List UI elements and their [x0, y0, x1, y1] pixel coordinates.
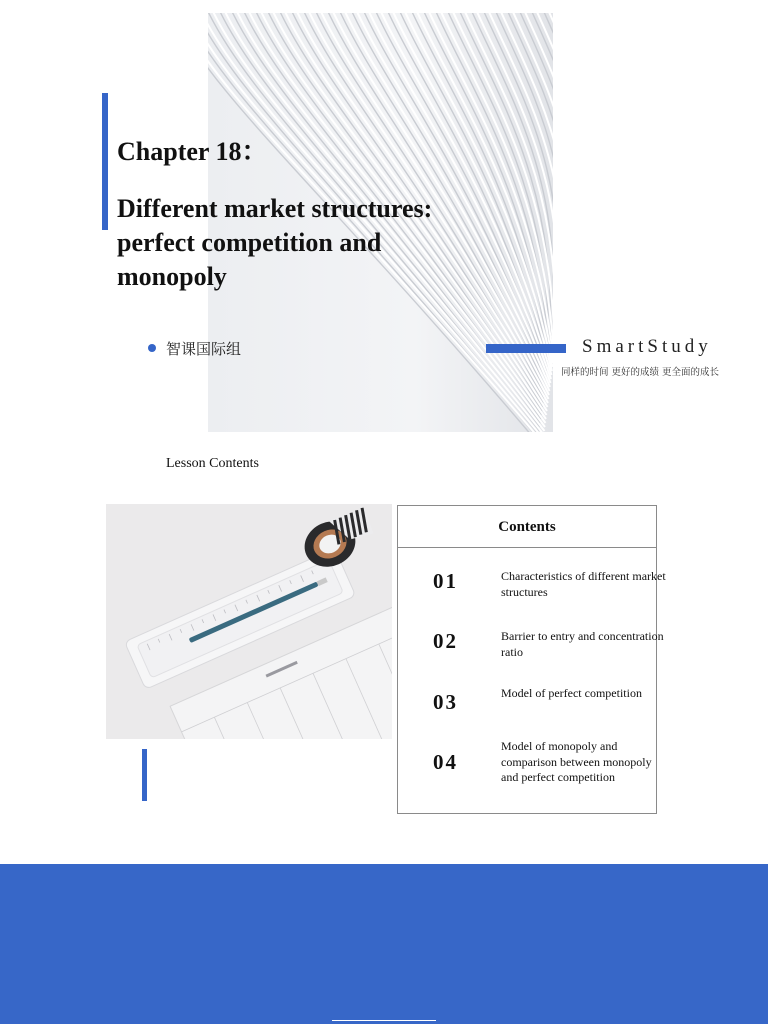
toc-item-title: Characteristics of different market structures — [501, 569, 666, 599]
contents-heading: Contents — [398, 506, 656, 548]
contents-table — [397, 505, 666, 814]
desk-photo — [106, 504, 392, 739]
toc-item-title: Barrier to entry and concentration ratio — [501, 629, 664, 659]
chapter-heading: Chapter 18： — [117, 137, 268, 166]
toc-item-title: Model of monopoly and comparison between monopoly and perfect competition — [501, 739, 652, 784]
brand-name: SmartStudy — [582, 336, 712, 357]
brand-accent-bar — [486, 344, 566, 353]
title-accent-bar — [102, 93, 108, 230]
toc-item-title: Model of perfect competition — [501, 686, 642, 700]
chapter-title: Different market structures: perfect competition and monopoly — [117, 194, 433, 291]
toc-item-number: 03 — [433, 690, 458, 714]
bullet-icon — [148, 344, 156, 352]
brand-slogan: 同样的时间 更好的成绩 更全面的成长 — [560, 367, 719, 378]
photo-accent-bar — [142, 749, 147, 801]
toc-item-number: 04 — [433, 750, 458, 774]
group-name: 智课国际组 — [166, 339, 242, 358]
footer-band — [0, 864, 768, 1024]
footer-divider — [332, 1020, 436, 1021]
lesson-contents-label: Lesson Contents — [166, 456, 259, 471]
toc-item-number: 02 — [433, 629, 458, 653]
toc-item-number: 01 — [433, 569, 458, 593]
group-label — [148, 337, 241, 359]
